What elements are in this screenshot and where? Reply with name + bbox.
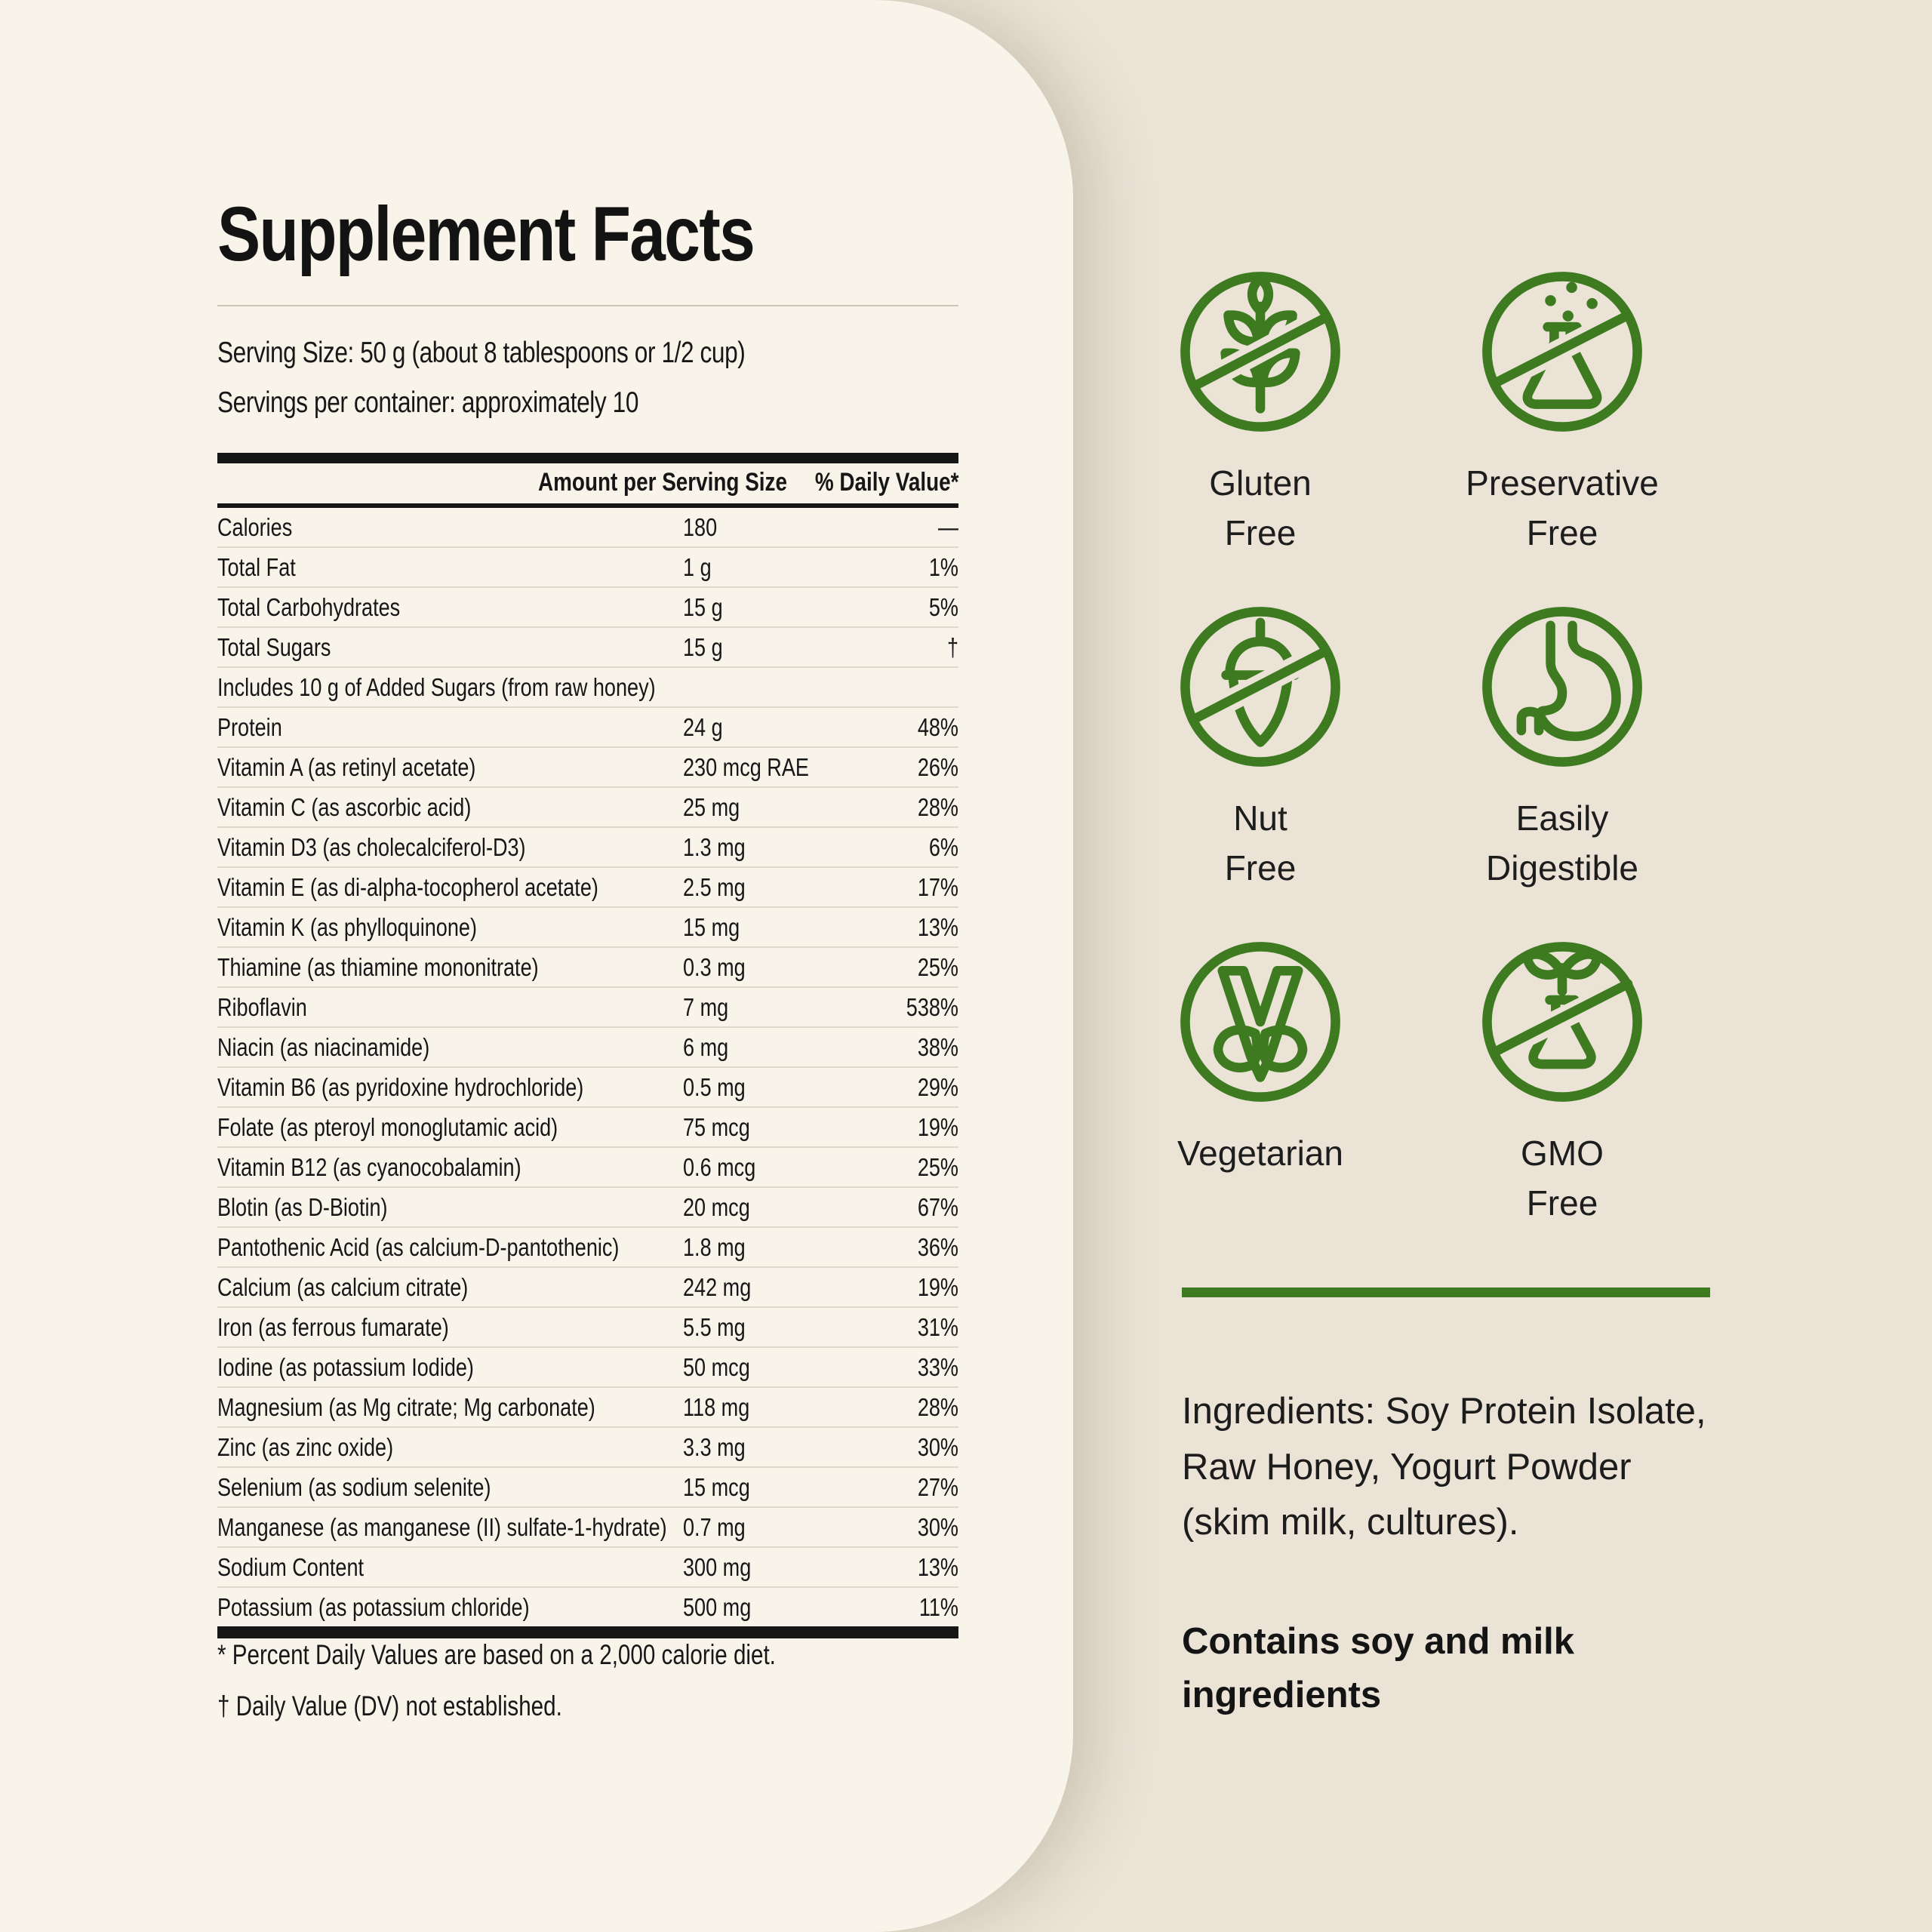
row-daily-value: 28% xyxy=(917,1392,958,1421)
row-amount: 1.3 mg xyxy=(683,832,746,861)
row-label: Protein xyxy=(217,712,282,741)
row-daily-value: 33% xyxy=(917,1352,958,1381)
row-amount: 25 mg xyxy=(683,792,740,821)
badge-label xyxy=(1486,794,1638,897)
table-bottom-bar xyxy=(217,1626,958,1638)
row-daily-value: 29% xyxy=(917,1072,958,1101)
row-daily-value: 28% xyxy=(917,792,958,821)
badge-label xyxy=(1209,459,1312,561)
row-label: Vitamin B6 (as pyridoxine hydrochloride) xyxy=(217,1072,584,1101)
table-row xyxy=(217,508,958,548)
facts-table xyxy=(217,453,958,1638)
title-divider xyxy=(217,305,958,306)
table-row xyxy=(217,748,958,788)
table-row xyxy=(217,1068,958,1108)
column-header-amount: Amount per Serving Size xyxy=(538,468,787,497)
footnote-daily-values: * Percent Daily Values are based on a 2,000 calorie diet. xyxy=(217,1639,776,1670)
table-row xyxy=(217,988,958,1028)
servings-per-container-text: Servings per container: approximately 10 xyxy=(217,386,638,419)
row-daily-value: 11% xyxy=(918,1592,958,1621)
row-amount: 5.5 mg xyxy=(683,1312,746,1341)
green-divider xyxy=(1182,1287,1710,1297)
table-row xyxy=(217,708,958,748)
row-label: Pantothenic Acid (as calcium-D-pantothenic) xyxy=(217,1232,620,1261)
table-row xyxy=(217,1468,958,1508)
gmo-free-icon xyxy=(1475,934,1650,1109)
row-amount: 118 mg xyxy=(683,1392,750,1421)
row-amount: 242 mg xyxy=(683,1272,752,1301)
feature-badges-grid xyxy=(1109,264,1713,1232)
badge-label-line: Free xyxy=(1224,848,1297,888)
row-amount: 24 g xyxy=(683,712,723,741)
row-label: Riboflavin xyxy=(217,992,307,1021)
allergen-statement: Contains soy and milk ingredients xyxy=(1182,1621,1575,1716)
row-label: Thiamine (as thiamine mononitrate) xyxy=(217,952,539,981)
row-daily-value: 36% xyxy=(917,1232,958,1261)
row-label: Vitamin E (as di-alpha-tocopherol acetate) xyxy=(217,872,598,901)
badge-label-line: Free xyxy=(1526,512,1598,552)
badge-label xyxy=(1225,794,1297,897)
table-row xyxy=(217,668,958,708)
row-amount: 0.5 mg xyxy=(683,1072,746,1101)
row-amount: 1 g xyxy=(683,552,712,581)
row-daily-value: 1% xyxy=(928,552,958,581)
badge-label-line: Vegetarian xyxy=(1177,1134,1343,1173)
row-amount: 50 mcg xyxy=(683,1352,750,1381)
table-row xyxy=(217,868,958,908)
table-row xyxy=(217,1388,958,1428)
badge-easily-digestible xyxy=(1411,599,1713,897)
table-row xyxy=(217,828,958,868)
gluten-free-icon xyxy=(1173,264,1348,439)
row-label: Total Carbohydrates xyxy=(217,592,401,621)
preservative-free-icon xyxy=(1475,264,1650,439)
badge-label-line: Nut xyxy=(1233,798,1287,838)
badge-preservative-free xyxy=(1411,264,1713,561)
table-row xyxy=(217,1188,958,1228)
table-row xyxy=(217,1508,958,1548)
row-label: Potassium (as potassium chloride) xyxy=(217,1592,530,1621)
row-amount: 500 mg xyxy=(683,1592,752,1621)
row-amount: 6 mg xyxy=(683,1032,729,1061)
table-row xyxy=(217,1228,958,1268)
table-row xyxy=(217,788,958,828)
row-label: Vitamin K (as phylloquinone) xyxy=(217,912,477,941)
row-label: Iron (as ferrous fumarate) xyxy=(217,1312,449,1341)
row-label: Total Fat xyxy=(217,552,296,581)
stomach-icon xyxy=(1475,599,1650,774)
badge-gmo-free xyxy=(1411,934,1713,1232)
table-header-row xyxy=(217,463,958,508)
footnote-dv-not-established: † Daily Value (DV) not established. xyxy=(217,1690,562,1721)
row-amount: 15 g xyxy=(683,632,723,661)
row-label: Folate (as pteroyl monoglutamic acid) xyxy=(217,1112,558,1141)
row-label: Includes 10 g of Added Sugars (from raw honey) xyxy=(217,672,656,701)
row-daily-value: 27% xyxy=(917,1472,958,1501)
vegetarian-icon xyxy=(1173,934,1348,1109)
row-daily-value: 26% xyxy=(917,752,958,781)
column-header-daily-value: % Daily Value* xyxy=(814,468,958,497)
row-label: Niacin (as niacinamide) xyxy=(217,1032,430,1061)
badge-label-line: Gluten xyxy=(1209,463,1312,503)
row-amount: 2.5 mg xyxy=(683,872,746,901)
row-label: Magnesium (as Mg citrate; Mg carbonate) xyxy=(217,1392,595,1421)
table-body xyxy=(217,508,958,1626)
table-row xyxy=(217,1308,958,1348)
row-amount: 3.3 mg xyxy=(683,1432,746,1461)
row-amount: 15 g xyxy=(683,592,723,621)
table-row xyxy=(217,1428,958,1468)
table-row xyxy=(217,1028,958,1068)
page-title: Supplement Facts xyxy=(217,191,755,277)
table-row xyxy=(217,948,958,988)
row-daily-value: — xyxy=(937,512,958,541)
badge-label-line: Digestible xyxy=(1486,848,1638,888)
row-daily-value: 13% xyxy=(917,912,958,941)
row-label: Vitamin B12 (as cyanocobalamin) xyxy=(217,1152,521,1181)
row-amount: 0.6 mcg xyxy=(683,1152,756,1181)
badge-label-line: GMO xyxy=(1521,1134,1604,1173)
badge-label xyxy=(1177,1129,1343,1232)
badge-gluten-free xyxy=(1109,264,1411,561)
row-daily-value: 6% xyxy=(928,832,958,861)
row-amount: 15 mg xyxy=(683,912,740,941)
badge-label-line: Preservative xyxy=(1466,463,1659,503)
row-label: Sodium Content xyxy=(217,1552,365,1581)
row-amount: 15 mcg xyxy=(683,1472,750,1501)
row-label: Total Sugars xyxy=(217,632,331,661)
serving-size-text: Serving Size: 50 g (about 8 tablespoons or 1/2 cup) xyxy=(217,337,746,369)
row-label: Vitamin A (as retinyl acetate) xyxy=(217,752,476,781)
table-row xyxy=(217,548,958,588)
row-daily-value: 19% xyxy=(917,1112,958,1141)
table-row xyxy=(217,588,958,628)
badge-label-line: Easily xyxy=(1515,798,1609,838)
row-amount: 180 xyxy=(683,512,718,541)
row-label: Blotin (as D-Biotin) xyxy=(217,1192,388,1221)
row-daily-value: 5% xyxy=(928,592,958,621)
ingredients-text: Ingredients: Soy Protein Isolate, Raw Honey, Yogurt Powder (skim milk, cultures). xyxy=(1182,1391,1706,1543)
row-daily-value: 538% xyxy=(906,992,958,1021)
row-amount: 230 mcg RAE xyxy=(683,752,809,781)
row-daily-value: 31% xyxy=(917,1312,958,1341)
table-row xyxy=(217,1268,958,1308)
row-amount: 75 mcg xyxy=(683,1112,750,1141)
row-amount: 1.8 mg xyxy=(683,1232,746,1261)
row-amount: 0.3 mg xyxy=(683,952,746,981)
row-daily-value: 17% xyxy=(917,872,958,901)
table-top-bar xyxy=(217,453,958,463)
table-row xyxy=(217,1108,958,1148)
badge-label-line: Free xyxy=(1526,1183,1598,1223)
row-amount: 0.7 mg xyxy=(683,1512,746,1541)
table-row xyxy=(217,908,958,948)
badge-nut-free xyxy=(1109,599,1411,897)
row-amount: 300 mg xyxy=(683,1552,752,1581)
row-label: Calories xyxy=(217,512,293,541)
badge-vegetarian xyxy=(1109,934,1411,1232)
badge-label-line: Free xyxy=(1224,512,1297,552)
row-amount: 7 mg xyxy=(683,992,729,1021)
table-row xyxy=(217,1348,958,1388)
nut-free-icon xyxy=(1173,599,1348,774)
row-daily-value: 30% xyxy=(917,1432,958,1461)
row-label: Calcium (as calcium citrate) xyxy=(217,1272,469,1301)
row-label: Selenium (as sodium selenite) xyxy=(217,1472,491,1501)
row-label: Iodine (as potassium Iodide) xyxy=(217,1352,474,1381)
badge-label xyxy=(1521,1129,1604,1232)
row-daily-value: 13% xyxy=(917,1552,958,1581)
row-daily-value: † xyxy=(946,632,958,661)
table-row xyxy=(217,1548,958,1588)
row-label: Vitamin C (as ascorbic acid) xyxy=(217,792,472,821)
table-row xyxy=(217,1148,958,1188)
row-label: Zinc (as zinc oxide) xyxy=(217,1432,394,1461)
row-daily-value: 67% xyxy=(917,1192,958,1221)
row-daily-value: 25% xyxy=(917,952,958,981)
row-amount: 20 mcg xyxy=(683,1192,750,1221)
row-daily-value: 19% xyxy=(917,1272,958,1301)
row-daily-value: 30% xyxy=(917,1512,958,1541)
row-daily-value: 25% xyxy=(917,1152,958,1181)
row-daily-value: 48% xyxy=(917,712,958,741)
table-row xyxy=(217,628,958,668)
badge-label xyxy=(1466,459,1659,561)
row-daily-value: 38% xyxy=(917,1032,958,1061)
table-row xyxy=(217,1588,958,1626)
row-label: Vitamin D3 (as cholecalciferol-D3) xyxy=(217,832,526,861)
row-label: Manganese (as manganese (II) sulfate-1-hydrate) xyxy=(217,1512,667,1541)
